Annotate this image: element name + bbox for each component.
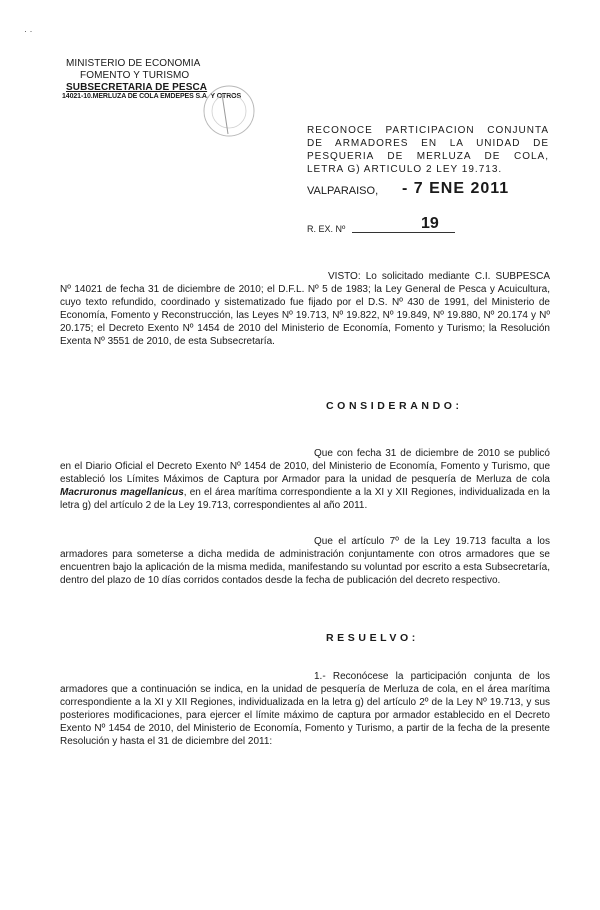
official-seal-stamp [200,82,258,140]
resuelvo-paragraph-1: 1.- Reconócese la participación conjunta de los armadores que a continuación se indica, en la unidad de pesquería de Merluza de cola, en el área marítima correspondiente a la XI y XII Regiones, individualizada en la letra g) del artículo 2º de la Ley Nº 19.713, y sus posteriores modificaciones, para ejercer el límite máximo de captura por armador establecido en el Decreto Exento Nº 1454 de 2010, del Ministerio de Economía, Fomento y Turismo, a partir de la fecha de la presente Resolución y hasta el 31 de diciembre del 2011: [60,671,550,747]
resuelvo-heading: RESUELVO: [326,632,419,644]
visto-text: Lo solicitado mediante C.I. SUBPESCA Nº 14021 de fecha 31 de diciembre de 2010; el D.F.L. Nº 5 de 1983; la Ley General de Pesca y Acuicultura, cuyo texto refundido, coordinado y sistematizado fue fijado por el D.S. Nº 430 de 1991, del Ministerio de Economía, Fomento y Reconstrucción, las Leyes Nº 19.713, Nº 19.822, Nº 19.849, Nº 19.880, Nº 20.174 y Nº 20.175; el Decreto Exento Nº 1454 de 2010 del Ministerio de Economía, Fomento y Turismo; la Resolución Exenta Nº 3551 de 2010, de esta Subsecretaría. [60,271,550,347]
resolution-number-label: R. EX. Nº [307,224,346,234]
ministry-name: MINISTERIO DE ECONOMIA [66,58,201,69]
subsecretaria-name: SUBSECRETARIA DE PESCA [66,82,208,93]
visto-paragraph [60,270,550,348]
document-reference: 14021-10.MERLUZA DE COLA EMDEPES S.A. Y OTROS [62,93,242,100]
considerando-heading: CONSIDERANDO: [326,400,463,412]
considerando-paragraph-2: Que el artículo 7º de la Ley 19.713 faculta a los armadores para someterse a dicha medida de administración conjuntamente con otros armadores que se encuentren bajo la aplicación de la misma medida, manifestando su voluntad por escrito a esta Subsecretaría, dentro del plazo de 10 días corridos contados desde la fecha de publicación del decreto respectivo. [60,536,550,586]
resolution-number-line [352,232,455,233]
resolution-subject: RECONOCE PARTICIPACION CONJUNTA DE ARMADORES EN LA UNIDAD DE PESQUERIA DE MERLUZA DE COLA, LETRA G) ARTICULO 2 LEY 19.713. [307,125,549,175]
date-stamp: - 7 ENE 2011 [402,180,510,197]
considerando-paragraph-1: Que con fecha 31 de diciembre de 2010 se publicó en el Diario Oficial el Decreto Exento Nº 1454 de 2010, del Ministerio de Economía, Fomento y Turismo, que estableció los Límites Máximos de Captura por Armador para la unidad de pesquería de Merluza de cola Macruronus magellanicus, en el área marítima correspondiente a la XI y XII Regiones, individualizada en la letra g) del artículo 2 de la Ley 19.713, correspondientes al año 2011. [60,448,550,511]
visto-label: VISTO: [328,271,361,282]
resolution-number: 19 [421,215,439,232]
scan-mark: · · [24,26,33,36]
species-name: Macruronus magellanicus [60,487,184,498]
ministry-subtitle: FOMENTO Y TURISMO [80,70,190,81]
place-label: VALPARAISO, [307,185,379,197]
